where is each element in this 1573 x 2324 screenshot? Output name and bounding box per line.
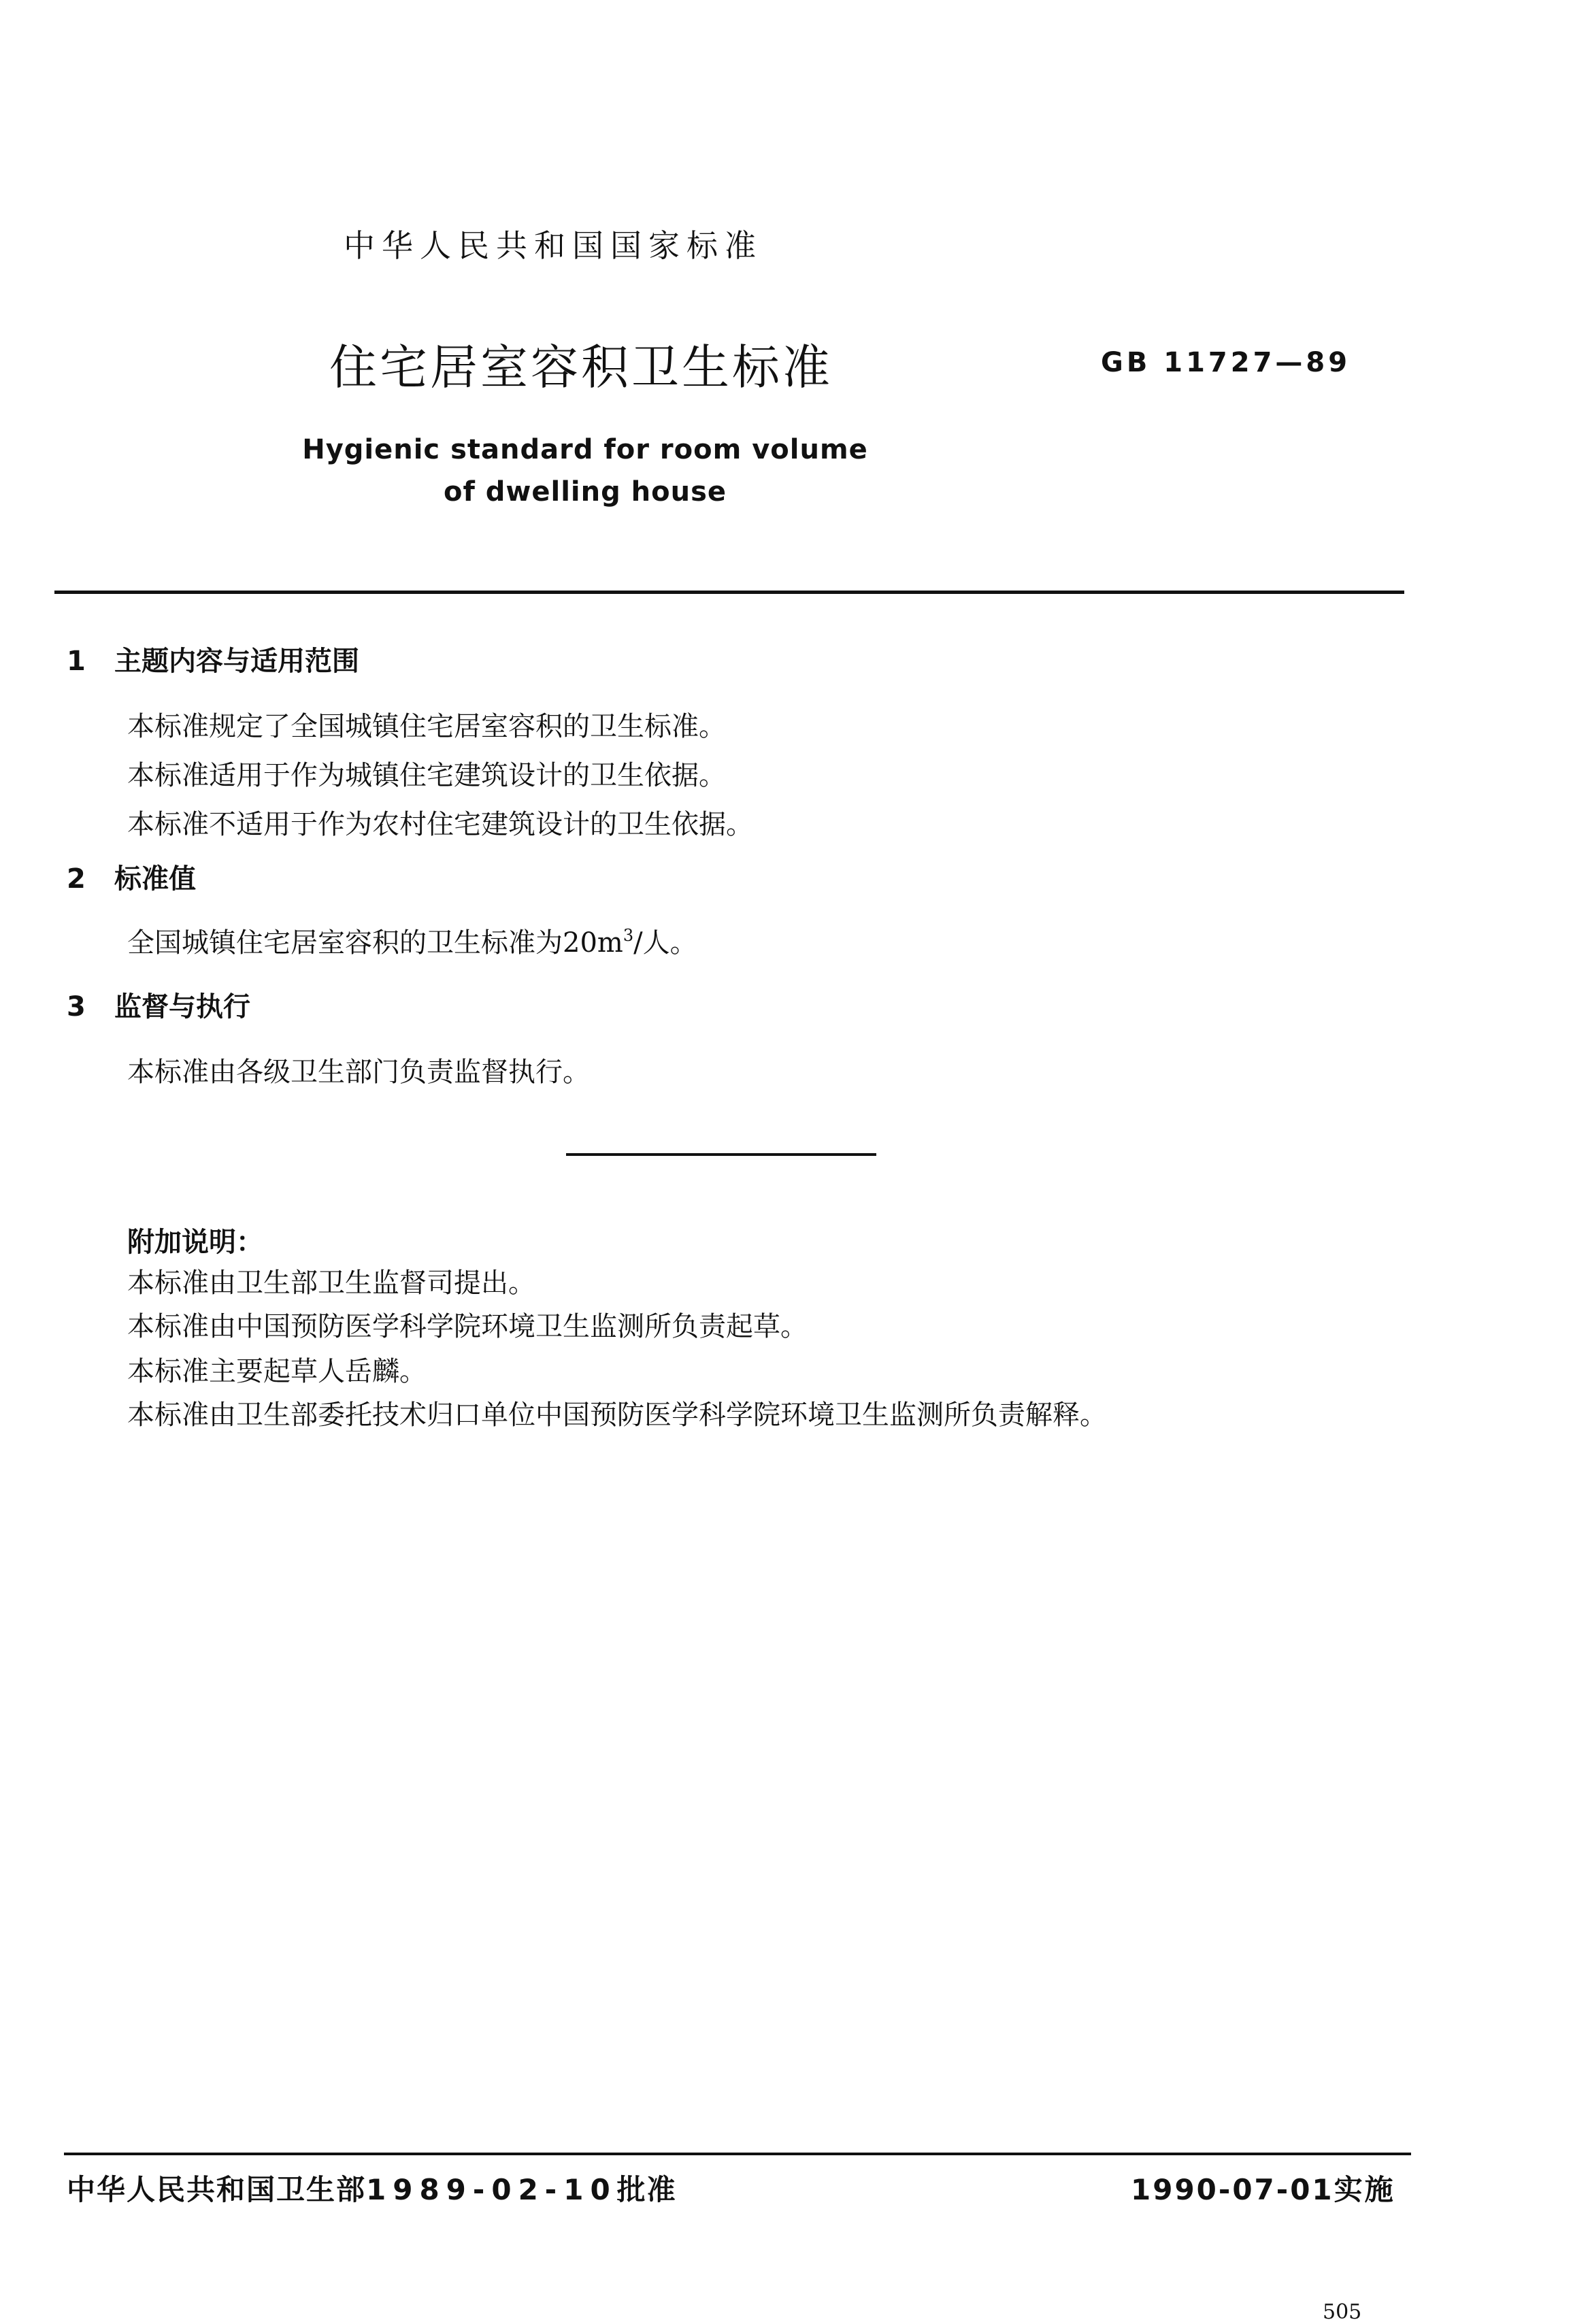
approval-word: 批准: [616, 2173, 677, 2206]
section-3-heading: [67, 991, 250, 1023]
section-title: 标准值: [114, 863, 196, 895]
additional-note-line-1: 本标准由卫生部卫生监督司提出。: [127, 1267, 535, 1299]
standard-title-chinese: 住宅居室容积卫生标准: [329, 339, 833, 395]
cubic-superscript: 3: [623, 926, 634, 945]
additional-note-line-3: 本标准主要起草人岳麟。: [127, 1356, 427, 1387]
section-2-line-1: [127, 926, 697, 959]
content-end-divider: [566, 1153, 876, 1156]
section-number: 3: [67, 991, 86, 1023]
header-divider: [54, 591, 1404, 594]
section-title: 监督与执行: [114, 991, 250, 1023]
section-1-line-2: 本标准适用于作为城镇住宅建筑设计的卫生依据。: [127, 760, 726, 791]
section-1-line-1: 本标准规定了全国城镇住宅居室容积的卫生标准。: [127, 711, 726, 742]
approval-statement: [67, 2173, 677, 2206]
national-standard-label: 中华人民共和国国家标准: [344, 227, 763, 264]
approval-date: 1989-02-10: [366, 2173, 617, 2206]
standard-code: GB 11727—89: [1101, 347, 1351, 378]
additional-notes-heading: 附加说明：: [127, 1227, 263, 1258]
standard-value-text: 全国城镇住宅居室容积的卫生标准为20m: [127, 927, 623, 959]
section-title: 主题内容与适用范围: [114, 646, 359, 677]
section-1-heading: [67, 648, 359, 675]
title-english-line-1: Hygienic standard for room volume: [302, 434, 868, 465]
section-1-line-3: 本标准不适用于作为农村住宅建筑设计的卫生依据。: [127, 809, 753, 840]
section-number: 1: [67, 646, 86, 677]
additional-note-line-2: 本标准由中国预防医学科学院环境卫生监测所负责起草。: [127, 1311, 808, 1342]
section-3-line-1: 本标准由各级卫生部门负责监督执行。: [127, 1057, 590, 1088]
per-person-text: /人。: [633, 927, 697, 959]
footer-divider: [64, 2153, 1411, 2155]
section-2-heading: [67, 865, 196, 893]
additional-note-line-4: 本标准由卫生部委托技术归口单位中国预防医学科学院环境卫生监测所负责解释。: [127, 1399, 1107, 1431]
implementation-date: 1990-07-01实施: [1131, 2173, 1395, 2206]
title-english-line-2: of dwelling house: [443, 476, 727, 508]
standard-title-english: [245, 429, 925, 513]
page-number: 505: [1323, 2300, 1362, 2324]
approval-authority: 中华人民共和国卫生部: [67, 2173, 367, 2206]
section-number: 2: [67, 863, 86, 895]
